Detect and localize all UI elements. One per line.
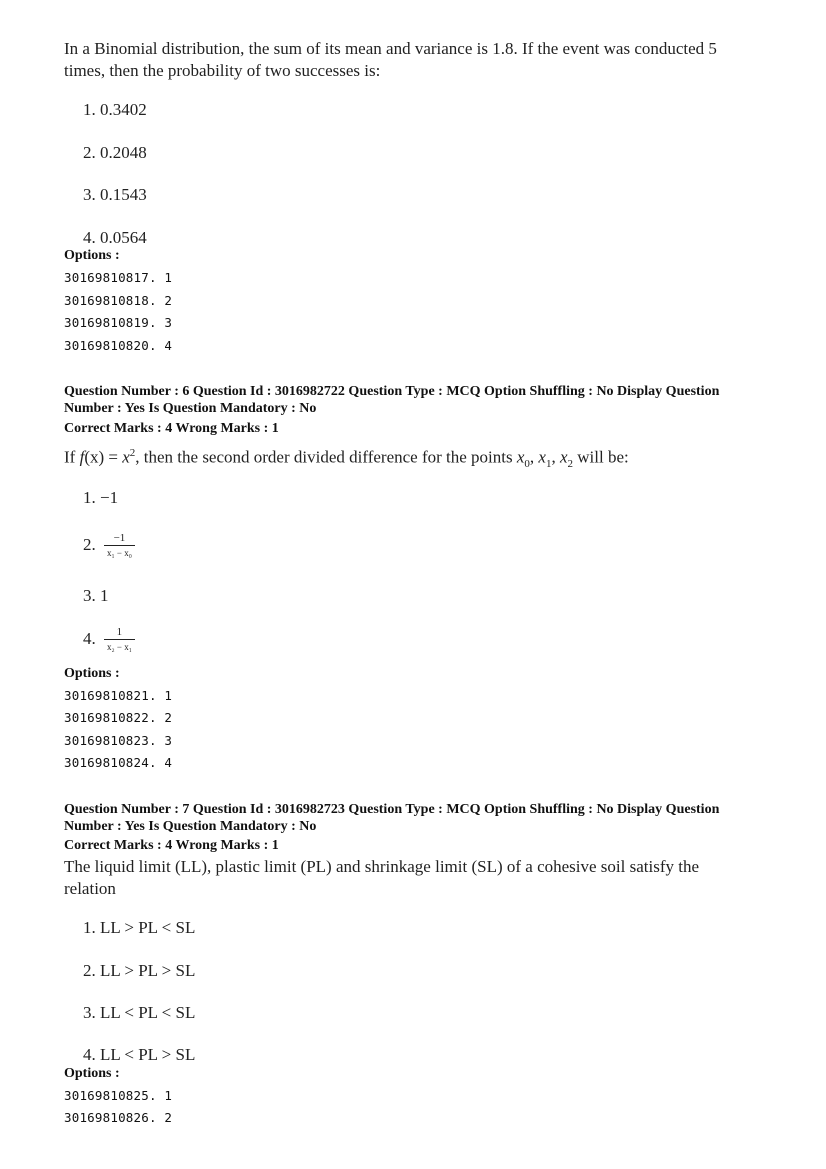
q5-question-line-1: In a Binomial distribution, the sum of its mean and variance is 1.8. If the event was conducted 5	[64, 39, 717, 58]
q6-options-label: Options :	[64, 666, 120, 681]
q5-option-1: 1. 0.3402	[83, 100, 147, 119]
q6-option-3: 3. 1	[83, 586, 109, 605]
q6-option-2-label: 2.	[83, 534, 96, 554]
q7-meta-line-3: Correct Marks : 4 Wrong Marks : 1	[64, 838, 279, 853]
q6-option-2-numerator: −1	[113, 532, 126, 544]
q7-meta-line-1: Question Number : 7 Question Id : 3016982723 Question Type : MCQ Option Shuffling : No Display Question	[64, 802, 720, 817]
q7-question-line-1: The liquid limit (LL), plastic limit (PL) and shrinkage limit (SL) of a cohesive soil satisfy the	[64, 857, 700, 876]
q7-option-4: 4. LL < PL > SL	[83, 1045, 196, 1064]
q6-meta-line-3: Correct Marks : 4 Wrong Marks : 1	[64, 421, 279, 436]
q5-question-line-2: times, then the probability of two successes is:	[64, 61, 381, 80]
q5-option-code-2: 30169810818. 2	[64, 293, 173, 308]
q7-option-code-2: 30169810826. 2	[64, 1110, 173, 1125]
q7-meta-line-2: Number : Yes Is Question Mandatory : No	[64, 819, 317, 834]
q5-option-code-1: 30169810817. 1	[64, 270, 173, 285]
q5-option-2: 2. 0.2048	[83, 143, 147, 162]
q5-option-4: 4. 0.0564	[83, 228, 147, 247]
q6-option-2-fraction	[104, 532, 135, 560]
q6-meta-line-2: Number : Yes Is Question Mandatory : No	[64, 401, 317, 416]
q6-question: If $f(x) = x^2$, then the second order divided difference for the points $x_0$, $x_1$, $x_2$ will be:	[64, 447, 629, 471]
q5-option-code-4: 30169810820. 4	[64, 338, 173, 353]
q6-option-4-fraction	[104, 626, 135, 654]
q5-option-3: 3. 0.1543	[83, 185, 147, 204]
q7-option-2: 2. LL > PL > SL	[83, 961, 196, 980]
q6-option-code-2: 30169810822. 2	[64, 710, 173, 725]
q5-option-code-3: 30169810819. 3	[64, 315, 173, 330]
q7-option-1: 1. LL > PL < SL	[83, 918, 196, 937]
q6-option-2	[83, 532, 135, 560]
q6-option-code-4: 30169810824. 4	[64, 755, 173, 770]
q6-option-2-denominator: x₁ − x₀	[104, 545, 135, 560]
q7-option-3: 3. LL < PL < SL	[83, 1003, 196, 1022]
q6-option-code-1: 30169810821. 1	[64, 688, 173, 703]
q7-question-line-2: relation	[64, 879, 116, 898]
q5-options-label: Options :	[64, 248, 120, 263]
q6-option-code-3: 30169810823. 3	[64, 733, 173, 748]
q7-option-code-1: 30169810825. 1	[64, 1088, 173, 1103]
q6-option-4-denominator: x₂ − x₁	[104, 639, 135, 654]
q7-options-label: Options :	[64, 1066, 120, 1081]
q6-option-1: 1. −1	[83, 488, 119, 507]
q6-option-4-numerator: 1	[116, 626, 123, 638]
q6-meta-line-1: Question Number : 6 Question Id : 3016982722 Question Type : MCQ Option Shuffling : No Display Question	[64, 384, 720, 399]
q6-option-4	[83, 626, 135, 654]
q6-option-4-label: 4.	[83, 628, 96, 648]
